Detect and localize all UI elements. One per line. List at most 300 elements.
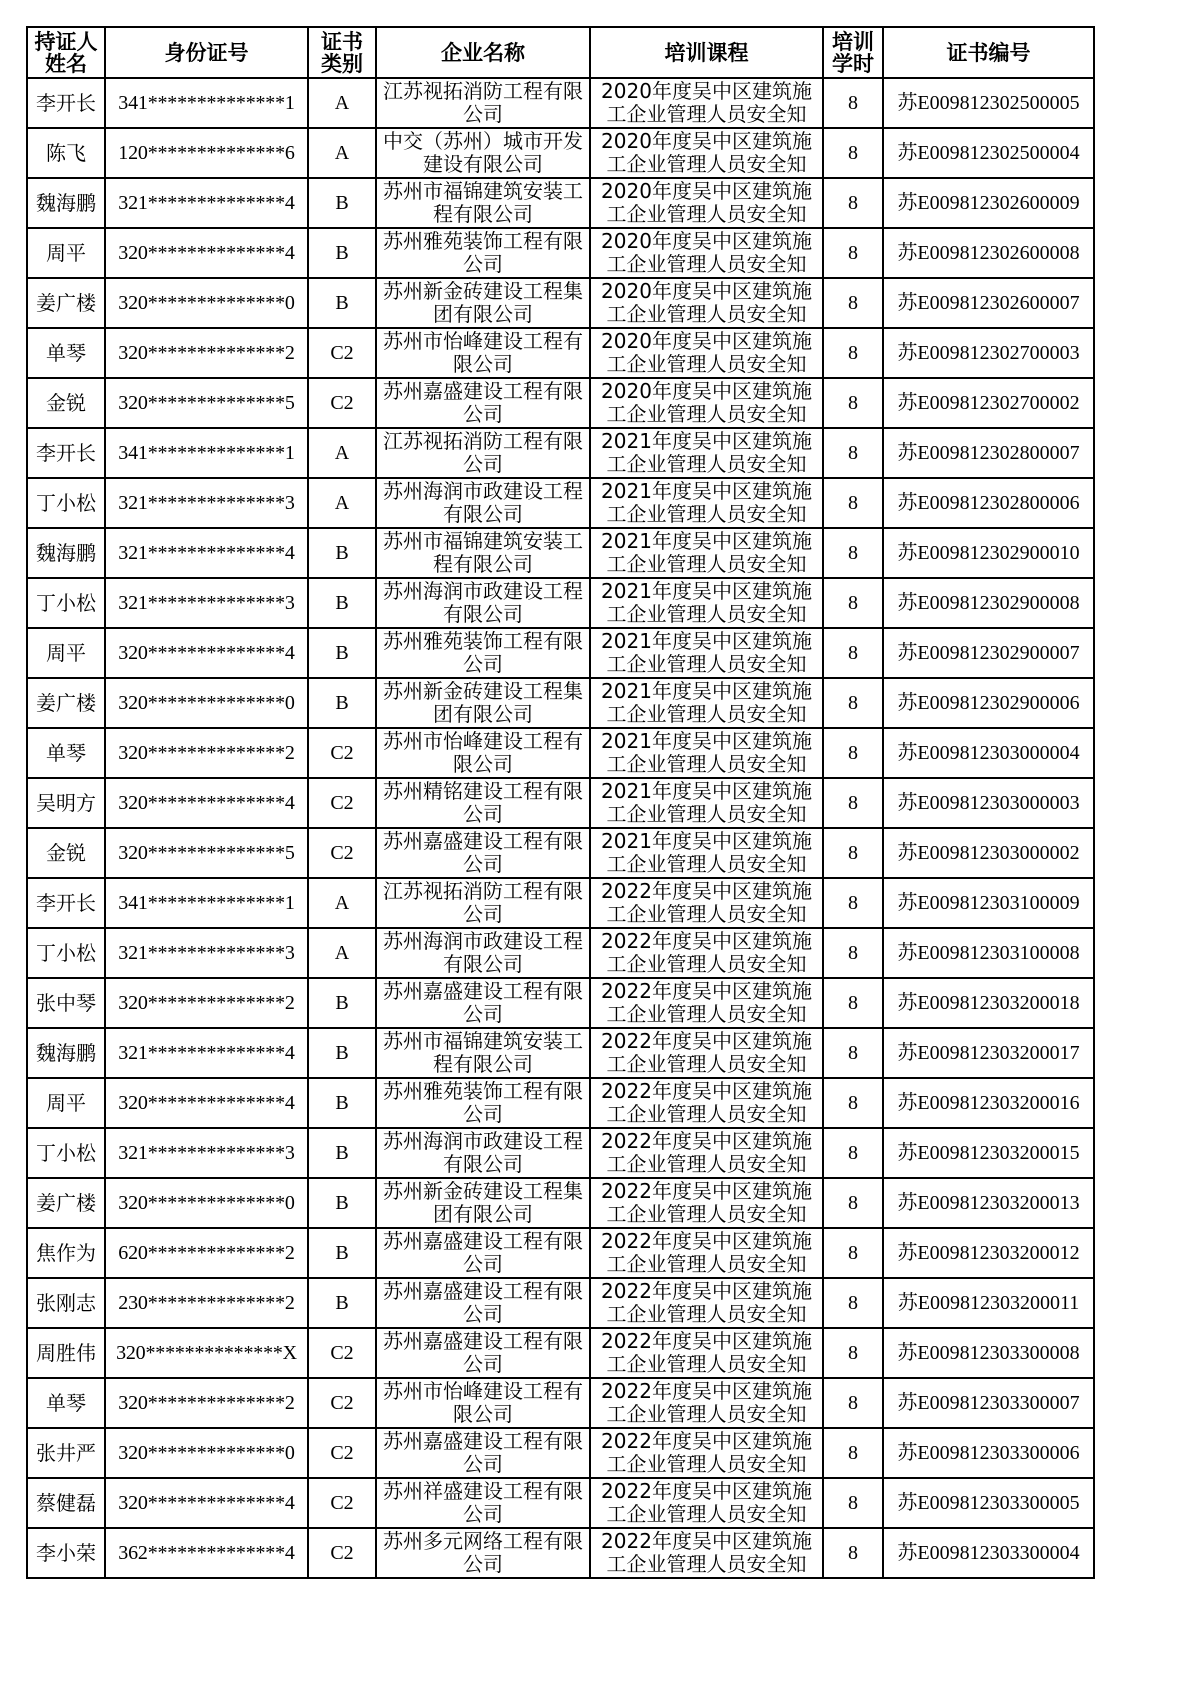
company-cell-text: 苏州雅苑装饰工程有限公司	[383, 630, 583, 676]
cert-class-cell: C2	[308, 328, 376, 378]
table-row	[27, 1428, 1094, 1478]
id-number-cell: 320**************0	[105, 1428, 308, 1478]
certificate-table	[26, 26, 1095, 1579]
table-row	[27, 528, 1094, 578]
holder-name-cell: 单琴	[27, 328, 105, 378]
cert-class-cell: B	[308, 578, 376, 628]
company-cell-text: 苏州市福锦建筑安装工程有限公司	[383, 530, 583, 576]
course-cell-text: 2022年度吴中区建筑施工企业管理人员安全知	[601, 880, 812, 926]
cert-number-cell: 苏E009812302800006	[883, 478, 1094, 528]
holder-name-cell: 李开长	[27, 78, 105, 128]
id-number-cell: 321**************4	[105, 528, 308, 578]
course-cell	[590, 228, 823, 278]
company-cell	[376, 378, 590, 428]
holder-name-cell: 魏海鹏	[27, 178, 105, 228]
table-header-row	[27, 27, 1094, 78]
header-id-number: 身份证号	[105, 27, 308, 78]
id-number-cell: 320**************2	[105, 1378, 308, 1428]
header-holder-name-line1: 持证人	[34, 29, 98, 54]
table-row	[27, 178, 1094, 228]
cert-class-cell: C2	[308, 1428, 376, 1478]
cert-class-cell: A	[308, 428, 376, 478]
company-cell	[376, 578, 590, 628]
holder-name-cell: 李小荣	[27, 1528, 105, 1578]
course-cell-text: 2022年度吴中区建筑施工企业管理人员安全知	[601, 1130, 812, 1176]
cert-number-cell: 苏E009812303200015	[883, 1128, 1094, 1178]
course-cell-text: 2022年度吴中区建筑施工企业管理人员安全知	[601, 1480, 812, 1526]
course-cell-text: 2020年度吴中区建筑施工企业管理人员安全知	[601, 380, 812, 426]
company-cell-text: 苏州新金砖建设工程集团有限公司	[383, 280, 583, 326]
cert-class-cell: B	[308, 1078, 376, 1128]
course-cell	[590, 1528, 823, 1578]
header-cert-class-line2: 类别	[321, 51, 363, 76]
company-cell	[376, 478, 590, 528]
table-row	[27, 878, 1094, 928]
cert-class-cell: A	[308, 78, 376, 128]
hours-cell: 8	[823, 1428, 883, 1478]
course-cell-text: 2022年度吴中区建筑施工企业管理人员安全知	[601, 1380, 812, 1426]
cert-number-cell: 苏E009812303300008	[883, 1328, 1094, 1378]
hours-cell: 8	[823, 778, 883, 828]
holder-name-cell: 李开长	[27, 878, 105, 928]
course-cell	[590, 1428, 823, 1478]
course-cell	[590, 628, 823, 678]
course-cell-text: 2021年度吴中区建筑施工企业管理人员安全知	[601, 630, 812, 676]
cert-class-cell: B	[308, 978, 376, 1028]
id-number-cell: 620**************2	[105, 1228, 308, 1278]
company-cell	[376, 1078, 590, 1128]
course-cell-text: 2020年度吴中区建筑施工企业管理人员安全知	[601, 330, 812, 376]
company-cell-text: 苏州海润市政建设工程有限公司	[383, 930, 583, 976]
table-row	[27, 228, 1094, 278]
hours-cell: 8	[823, 1528, 883, 1578]
course-cell	[590, 978, 823, 1028]
cert-class-cell: B	[308, 1128, 376, 1178]
company-cell	[376, 1128, 590, 1178]
cert-class-cell: B	[308, 1028, 376, 1078]
header-holder-name-line2: 姓名	[45, 51, 87, 76]
company-cell-text: 苏州嘉盛建设工程有限公司	[383, 830, 583, 876]
id-number-cell: 120**************6	[105, 128, 308, 178]
holder-name-cell: 单琴	[27, 728, 105, 778]
holder-name-cell: 姜广楼	[27, 678, 105, 728]
course-cell	[590, 528, 823, 578]
cert-number-cell: 苏E009812302900008	[883, 578, 1094, 628]
hours-cell: 8	[823, 878, 883, 928]
course-cell	[590, 778, 823, 828]
id-number-cell: 320**************5	[105, 378, 308, 428]
course-cell	[590, 1178, 823, 1228]
table-row	[27, 428, 1094, 478]
course-cell	[590, 928, 823, 978]
course-cell	[590, 328, 823, 378]
course-cell	[590, 278, 823, 328]
table-body	[27, 78, 1094, 1578]
course-cell-text: 2021年度吴中区建筑施工企业管理人员安全知	[601, 480, 812, 526]
hours-cell: 8	[823, 278, 883, 328]
cert-number-cell: 苏E009812303300005	[883, 1478, 1094, 1528]
cert-class-cell: B	[308, 528, 376, 578]
company-cell	[376, 1178, 590, 1228]
holder-name-cell: 蔡健磊	[27, 1478, 105, 1528]
course-cell-text: 2022年度吴中区建筑施工企业管理人员安全知	[601, 980, 812, 1026]
company-cell	[376, 628, 590, 678]
company-cell-text: 江苏视拓消防工程有限公司	[383, 430, 583, 476]
company-cell	[376, 778, 590, 828]
course-cell	[590, 1478, 823, 1528]
company-cell-text: 苏州精铭建设工程有限公司	[383, 780, 583, 826]
company-cell-text: 苏州市怡峰建设工程有限公司	[383, 1380, 583, 1426]
company-cell-text: 苏州嘉盛建设工程有限公司	[383, 1430, 583, 1476]
course-cell-text: 2022年度吴中区建筑施工企业管理人员安全知	[601, 1430, 812, 1476]
id-number-cell: 320**************2	[105, 978, 308, 1028]
hours-cell: 8	[823, 1228, 883, 1278]
table-row	[27, 478, 1094, 528]
cert-class-cell: B	[308, 278, 376, 328]
table-row	[27, 978, 1094, 1028]
company-cell-text: 苏州市福锦建筑安装工程有限公司	[383, 180, 583, 226]
cert-number-cell: 苏E009812302900010	[883, 528, 1094, 578]
holder-name-cell: 金锐	[27, 828, 105, 878]
hours-cell: 8	[823, 128, 883, 178]
table-row	[27, 778, 1094, 828]
course-cell	[590, 1128, 823, 1178]
cert-class-cell: B	[308, 1278, 376, 1328]
header-hours-line1: 培训	[832, 29, 874, 54]
cert-class-cell: A	[308, 878, 376, 928]
header-cert-class-line1: 证书	[321, 29, 363, 54]
company-cell	[376, 1328, 590, 1378]
id-number-cell: 362**************4	[105, 1528, 308, 1578]
company-cell	[376, 278, 590, 328]
course-cell-text: 2020年度吴中区建筑施工企业管理人员安全知	[601, 130, 812, 176]
cert-number-cell: 苏E009812303000003	[883, 778, 1094, 828]
id-number-cell: 321**************4	[105, 178, 308, 228]
course-cell	[590, 428, 823, 478]
company-cell-text: 苏州祥盛建设工程有限公司	[383, 1480, 583, 1526]
cert-number-cell: 苏E009812303300004	[883, 1528, 1094, 1578]
course-cell-text: 2022年度吴中区建筑施工企业管理人员安全知	[601, 930, 812, 976]
id-number-cell: 321**************3	[105, 578, 308, 628]
cert-number-cell: 苏E009812302700003	[883, 328, 1094, 378]
id-number-cell: 320**************0	[105, 278, 308, 328]
id-number-cell: 321**************3	[105, 928, 308, 978]
course-cell-text: 2022年度吴中区建筑施工企业管理人员安全知	[601, 1230, 812, 1276]
holder-name-cell: 张井严	[27, 1428, 105, 1478]
holder-name-cell: 周平	[27, 228, 105, 278]
hours-cell: 8	[823, 1378, 883, 1428]
hours-cell: 8	[823, 1478, 883, 1528]
cert-class-cell: B	[308, 178, 376, 228]
course-cell	[590, 1278, 823, 1328]
company-cell-text: 苏州嘉盛建设工程有限公司	[383, 1330, 583, 1376]
table-row	[27, 78, 1094, 128]
header-hours	[823, 27, 883, 78]
cert-class-cell: B	[308, 628, 376, 678]
cert-number-cell: 苏E009812302900006	[883, 678, 1094, 728]
cert-number-cell: 苏E009812303200016	[883, 1078, 1094, 1128]
cert-class-cell: C2	[308, 828, 376, 878]
id-number-cell: 320**************0	[105, 1178, 308, 1228]
cert-number-cell: 苏E009812302800007	[883, 428, 1094, 478]
cert-number-cell: 苏E009812303100009	[883, 878, 1094, 928]
company-cell-text: 苏州嘉盛建设工程有限公司	[383, 380, 583, 426]
hours-cell: 8	[823, 578, 883, 628]
id-number-cell: 320**************5	[105, 828, 308, 878]
company-cell-text: 苏州新金砖建设工程集团有限公司	[383, 1180, 583, 1226]
cert-class-cell: A	[308, 478, 376, 528]
course-cell	[590, 878, 823, 928]
course-cell-text: 2022年度吴中区建筑施工企业管理人员安全知	[601, 1530, 812, 1576]
cert-number-cell: 苏E009812303000002	[883, 828, 1094, 878]
hours-cell: 8	[823, 628, 883, 678]
table-row	[27, 578, 1094, 628]
company-cell	[376, 428, 590, 478]
company-cell	[376, 1428, 590, 1478]
cert-number-cell: 苏E009812303200017	[883, 1028, 1094, 1078]
course-cell-text: 2022年度吴中区建筑施工企业管理人员安全知	[601, 1080, 812, 1126]
cert-number-cell: 苏E009812303100008	[883, 928, 1094, 978]
course-cell-text: 2021年度吴中区建筑施工企业管理人员安全知	[601, 530, 812, 576]
course-cell-text: 2021年度吴中区建筑施工企业管理人员安全知	[601, 830, 812, 876]
holder-name-cell: 陈飞	[27, 128, 105, 178]
hours-cell: 8	[823, 1078, 883, 1128]
table-row	[27, 378, 1094, 428]
course-cell-text: 2020年度吴中区建筑施工企业管理人员安全知	[601, 280, 812, 326]
company-cell	[376, 1278, 590, 1328]
cert-class-cell: B	[308, 678, 376, 728]
table-row	[27, 1128, 1094, 1178]
table-row	[27, 328, 1094, 378]
cert-class-cell: A	[308, 928, 376, 978]
table-row	[27, 828, 1094, 878]
table-row	[27, 1028, 1094, 1078]
id-number-cell: 320**************2	[105, 328, 308, 378]
company-cell	[376, 528, 590, 578]
header-company: 企业名称	[376, 27, 590, 78]
holder-name-cell: 李开长	[27, 428, 105, 478]
id-number-cell: 320**************4	[105, 1478, 308, 1528]
header-cert-number: 证书编号	[883, 27, 1094, 78]
id-number-cell: 341**************1	[105, 78, 308, 128]
id-number-cell: 230**************2	[105, 1278, 308, 1328]
table-row	[27, 1328, 1094, 1378]
course-cell	[590, 1378, 823, 1428]
company-cell	[376, 1478, 590, 1528]
cert-class-cell: B	[308, 228, 376, 278]
header-hours-line2: 学时	[832, 51, 874, 76]
hours-cell: 8	[823, 978, 883, 1028]
holder-name-cell: 魏海鹏	[27, 1028, 105, 1078]
course-cell	[590, 1078, 823, 1128]
holder-name-cell: 丁小松	[27, 478, 105, 528]
course-cell-text: 2021年度吴中区建筑施工企业管理人员安全知	[601, 780, 812, 826]
course-cell-text: 2020年度吴中区建筑施工企业管理人员安全知	[601, 230, 812, 276]
table-row	[27, 1528, 1094, 1578]
company-cell	[376, 878, 590, 928]
company-cell-text: 苏州嘉盛建设工程有限公司	[383, 1230, 583, 1276]
id-number-cell: 321**************4	[105, 1028, 308, 1078]
cert-number-cell: 苏E009812303300007	[883, 1378, 1094, 1428]
company-cell-text: 中交（苏州）城市开发建设有限公司	[383, 130, 583, 176]
company-cell-text: 苏州嘉盛建设工程有限公司	[383, 1280, 583, 1326]
table-row	[27, 1178, 1094, 1228]
table-row	[27, 728, 1094, 778]
holder-name-cell: 金锐	[27, 378, 105, 428]
cert-number-cell: 苏E009812303200012	[883, 1228, 1094, 1278]
course-cell	[590, 828, 823, 878]
company-cell	[376, 128, 590, 178]
cert-number-cell: 苏E009812302600008	[883, 228, 1094, 278]
company-cell	[376, 728, 590, 778]
cert-class-cell: C2	[308, 378, 376, 428]
id-number-cell: 320**************4	[105, 778, 308, 828]
company-cell-text: 苏州海润市政建设工程有限公司	[383, 1130, 583, 1176]
cert-class-cell: C2	[308, 1478, 376, 1528]
table-row	[27, 678, 1094, 728]
table-row	[27, 628, 1094, 678]
company-cell	[376, 78, 590, 128]
table-row	[27, 1378, 1094, 1428]
company-cell-text: 苏州市福锦建筑安装工程有限公司	[383, 1030, 583, 1076]
hours-cell: 8	[823, 428, 883, 478]
header-holder-name	[27, 27, 105, 78]
course-cell	[590, 1228, 823, 1278]
cert-class-cell: A	[308, 128, 376, 178]
company-cell	[376, 928, 590, 978]
hours-cell: 8	[823, 1028, 883, 1078]
course-cell	[590, 728, 823, 778]
cert-class-cell: C2	[308, 728, 376, 778]
cert-number-cell: 苏E009812302600007	[883, 278, 1094, 328]
table-row	[27, 128, 1094, 178]
course-cell-text: 2021年度吴中区建筑施工企业管理人员安全知	[601, 430, 812, 476]
cert-number-cell: 苏E009812302500004	[883, 128, 1094, 178]
holder-name-cell: 周胜伟	[27, 1328, 105, 1378]
cert-class-cell: C2	[308, 1528, 376, 1578]
table-row	[27, 928, 1094, 978]
company-cell	[376, 228, 590, 278]
id-number-cell: 341**************1	[105, 878, 308, 928]
cert-number-cell: 苏E009812303000004	[883, 728, 1094, 778]
cert-number-cell: 苏E009812302500005	[883, 78, 1094, 128]
course-cell-text: 2021年度吴中区建筑施工企业管理人员安全知	[601, 730, 812, 776]
company-cell-text: 苏州多元网络工程有限公司	[383, 1530, 583, 1576]
holder-name-cell: 丁小松	[27, 1128, 105, 1178]
company-cell	[376, 1378, 590, 1428]
holder-name-cell: 张中琴	[27, 978, 105, 1028]
course-cell-text: 2020年度吴中区建筑施工企业管理人员安全知	[601, 180, 812, 226]
company-cell-text: 苏州海润市政建设工程有限公司	[383, 480, 583, 526]
holder-name-cell: 张刚志	[27, 1278, 105, 1328]
holder-name-cell: 吴明方	[27, 778, 105, 828]
company-cell	[376, 828, 590, 878]
cert-class-cell: C2	[308, 1328, 376, 1378]
company-cell	[376, 978, 590, 1028]
hours-cell: 8	[823, 1278, 883, 1328]
table-row	[27, 1478, 1094, 1528]
cert-number-cell: 苏E009812303200011	[883, 1278, 1094, 1328]
hours-cell: 8	[823, 728, 883, 778]
hours-cell: 8	[823, 1128, 883, 1178]
id-number-cell: 341**************1	[105, 428, 308, 478]
course-cell	[590, 128, 823, 178]
holder-name-cell: 周平	[27, 1078, 105, 1128]
holder-name-cell: 丁小松	[27, 578, 105, 628]
course-cell-text: 2022年度吴中区建筑施工企业管理人员安全知	[601, 1180, 812, 1226]
hours-cell: 8	[823, 678, 883, 728]
id-number-cell: 320**************4	[105, 1078, 308, 1128]
hours-cell: 8	[823, 78, 883, 128]
cert-number-cell: 苏E009812303200013	[883, 1178, 1094, 1228]
hours-cell: 8	[823, 478, 883, 528]
course-cell-text: 2022年度吴中区建筑施工企业管理人员安全知	[601, 1330, 812, 1376]
company-cell-text: 苏州嘉盛建设工程有限公司	[383, 980, 583, 1026]
table-row	[27, 278, 1094, 328]
holder-name-cell: 魏海鹏	[27, 528, 105, 578]
hours-cell: 8	[823, 828, 883, 878]
id-number-cell: 320**************X	[105, 1328, 308, 1378]
holder-name-cell: 姜广楼	[27, 278, 105, 328]
company-cell	[376, 328, 590, 378]
course-cell-text: 2020年度吴中区建筑施工企业管理人员安全知	[601, 80, 812, 126]
id-number-cell: 320**************2	[105, 728, 308, 778]
course-cell	[590, 78, 823, 128]
company-cell-text: 苏州雅苑装饰工程有限公司	[383, 1080, 583, 1126]
company-cell	[376, 1228, 590, 1278]
id-number-cell: 320**************4	[105, 228, 308, 278]
id-number-cell: 321**************3	[105, 478, 308, 528]
company-cell	[376, 1528, 590, 1578]
cert-class-cell: B	[308, 1228, 376, 1278]
course-cell	[590, 378, 823, 428]
company-cell-text: 苏州市怡峰建设工程有限公司	[383, 730, 583, 776]
cert-number-cell: 苏E009812303200018	[883, 978, 1094, 1028]
hours-cell: 8	[823, 328, 883, 378]
table-row	[27, 1228, 1094, 1278]
company-cell-text: 江苏视拓消防工程有限公司	[383, 880, 583, 926]
hours-cell: 8	[823, 1178, 883, 1228]
hours-cell: 8	[823, 1328, 883, 1378]
hours-cell: 8	[823, 928, 883, 978]
course-cell	[590, 1328, 823, 1378]
holder-name-cell: 姜广楼	[27, 1178, 105, 1228]
holder-name-cell: 周平	[27, 628, 105, 678]
course-cell-text: 2021年度吴中区建筑施工企业管理人员安全知	[601, 580, 812, 626]
holder-name-cell: 丁小松	[27, 928, 105, 978]
hours-cell: 8	[823, 178, 883, 228]
header-course: 培训课程	[590, 27, 823, 78]
id-number-cell: 320**************4	[105, 628, 308, 678]
course-cell	[590, 578, 823, 628]
cert-class-cell: C2	[308, 1378, 376, 1428]
company-cell-text: 苏州海润市政建设工程有限公司	[383, 580, 583, 626]
header-cert-class	[308, 27, 376, 78]
id-number-cell: 321**************3	[105, 1128, 308, 1178]
company-cell-text: 江苏视拓消防工程有限公司	[383, 80, 583, 126]
course-cell-text: 2022年度吴中区建筑施工企业管理人员安全知	[601, 1030, 812, 1076]
course-cell	[590, 678, 823, 728]
table-row	[27, 1078, 1094, 1128]
hours-cell: 8	[823, 528, 883, 578]
cert-number-cell: 苏E009812302900007	[883, 628, 1094, 678]
company-cell	[376, 1028, 590, 1078]
holder-name-cell: 焦作为	[27, 1228, 105, 1278]
company-cell	[376, 178, 590, 228]
course-cell	[590, 1028, 823, 1078]
course-cell-text: 2021年度吴中区建筑施工企业管理人员安全知	[601, 680, 812, 726]
course-cell-text: 2022年度吴中区建筑施工企业管理人员安全知	[601, 1280, 812, 1326]
